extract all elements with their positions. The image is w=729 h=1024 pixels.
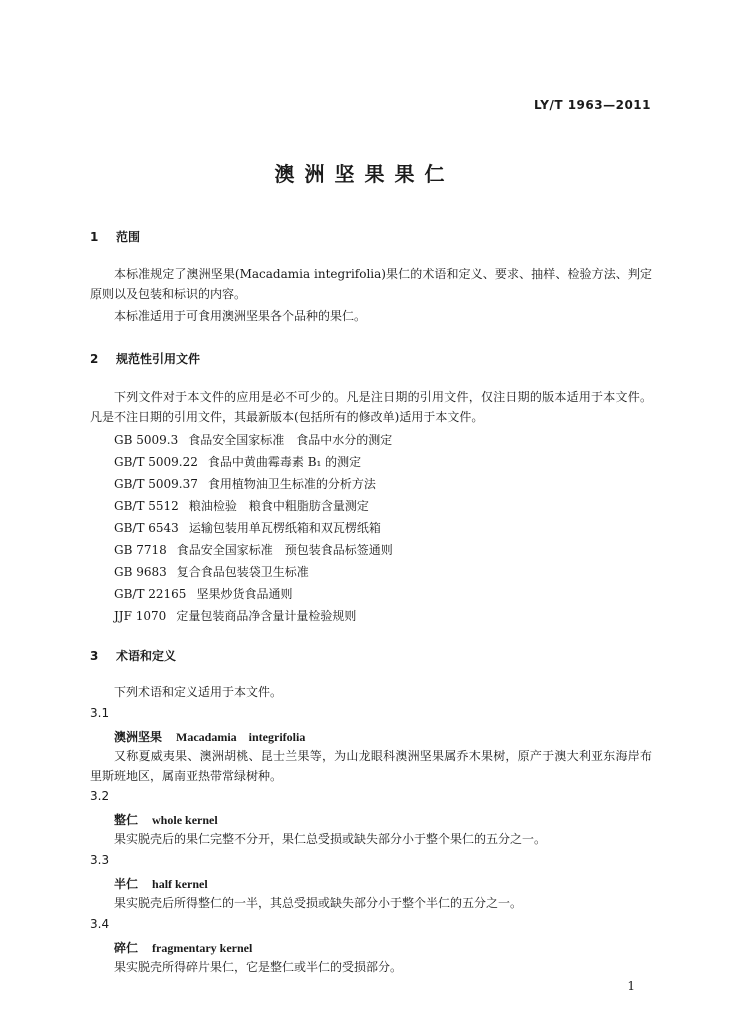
clause-number: 3.3 [90,853,110,867]
reference-code: GB 5009.3 [114,433,179,447]
reference-item [114,452,361,472]
reference-code: GB/T 6543 [114,521,179,535]
term-heading [114,875,208,892]
section-3-number: 3 [90,649,99,663]
reference-code: GB/T 5512 [114,499,179,513]
section-1-number: 1 [90,230,99,244]
reference-item [114,584,292,604]
term-heading [114,939,252,956]
section-3-title: 术语和定义 [116,649,177,663]
term-english: fragmentary kernel [152,941,253,955]
reference-item [114,474,376,494]
clause-number: 3.4 [90,917,110,931]
term-english: half kernel [152,877,208,891]
term-english: Macadamia integrifolia [176,730,306,744]
term-definition: 果实脱壳后的果仁完整不分开，果仁总受损或缺失部分小于整个果仁的五分之一。 [114,832,547,846]
reference-item [114,606,356,626]
reference-code: GB/T 22165 [114,587,187,601]
scope-paragraph-1: 本标准规定了澳洲坚果(Macadamia integrifolia)果仁的术语和定义、要求、抽样、检验方法、判定原则以及包装和标识的内容。 [90,267,652,301]
reference-item [114,562,309,582]
reference-item [114,540,393,560]
term-chinese: 整仁 [114,813,139,827]
clause-number: 3.1 [90,706,110,720]
term-definition: 果实脱壳后所得整仁的一半，其总受损或缺失部分小于整个半仁的五分之一。 [114,896,523,910]
section-2-title: 规范性引用文件 [116,352,201,366]
reference-title: 运输包装用单瓦楞纸箱和双瓦楞纸箱 [188,521,381,535]
term-definition: 果实脱壳所得碎片果仁，它是整仁或半仁的受损部分。 [114,960,403,974]
reference-code: GB 7718 [114,543,167,557]
term-heading [114,728,305,745]
reference-item [114,518,381,538]
standard-code: LY/T 1963—2011 [533,98,651,112]
reference-title: 坚果炒货食品通则 [196,587,293,601]
term-chinese: 半仁 [114,877,139,891]
term-chinese: 澳洲坚果 [114,730,163,744]
reference-title: 食品安全国家标准 食品中水分的测定 [188,433,393,447]
section-1-heading [90,228,140,245]
clause-number: 3.2 [90,789,110,803]
reference-title: 复合食品包装袋卫生标准 [176,565,309,579]
reference-item [114,430,392,450]
scope-paragraph-2: 本标准适用于可食用澳洲坚果各个品种的果仁。 [114,309,367,323]
page-number: 1 [627,979,635,993]
terms-intro: 下列术语和定义适用于本文件。 [114,685,283,699]
reference-item [114,496,369,516]
section-2-number: 2 [90,352,99,366]
reference-code: GB/T 5009.37 [114,477,198,491]
reference-code: GB/T 5009.22 [114,455,198,469]
term-heading [114,811,218,828]
section-1-title: 范围 [116,230,141,244]
term-chinese: 碎仁 [114,941,139,955]
reference-title: 食品中黄曲霉毒素 B₁ 的测定 [207,455,362,469]
section-3-heading [90,647,176,664]
references-intro: 下列文件对于本文件的应用是必不可少的。凡是注日期的引用文件，仅注日期的版本适用于本文件。凡是不注日期的引用文件，其最新版本(包括所有的修改单)适用于本文件。 [90,390,652,424]
section-2-heading [90,350,200,367]
reference-title: 粮油检验 粮食中粗脂肪含量测定 [188,499,369,513]
term-english: whole kernel [152,813,218,827]
reference-title: 食用植物油卫生标准的分析方法 [207,477,376,491]
term-definition: 又称夏威夷果、澳洲胡桃、昆士兰果等，为山龙眼科澳洲坚果属乔木果树，原产于澳大利亚东海岸布里斯班地区，属南亚热带常绿树种。 [90,749,652,783]
reference-title: 定量包装商品净含量计量检验规则 [176,609,357,623]
document-title: 澳洲坚果果仁 [274,162,455,186]
reference-code: JJF 1070 [114,609,167,623]
reference-code: GB 9683 [114,565,167,579]
reference-title: 食品安全国家标准 预包装食品标签通则 [176,543,393,557]
